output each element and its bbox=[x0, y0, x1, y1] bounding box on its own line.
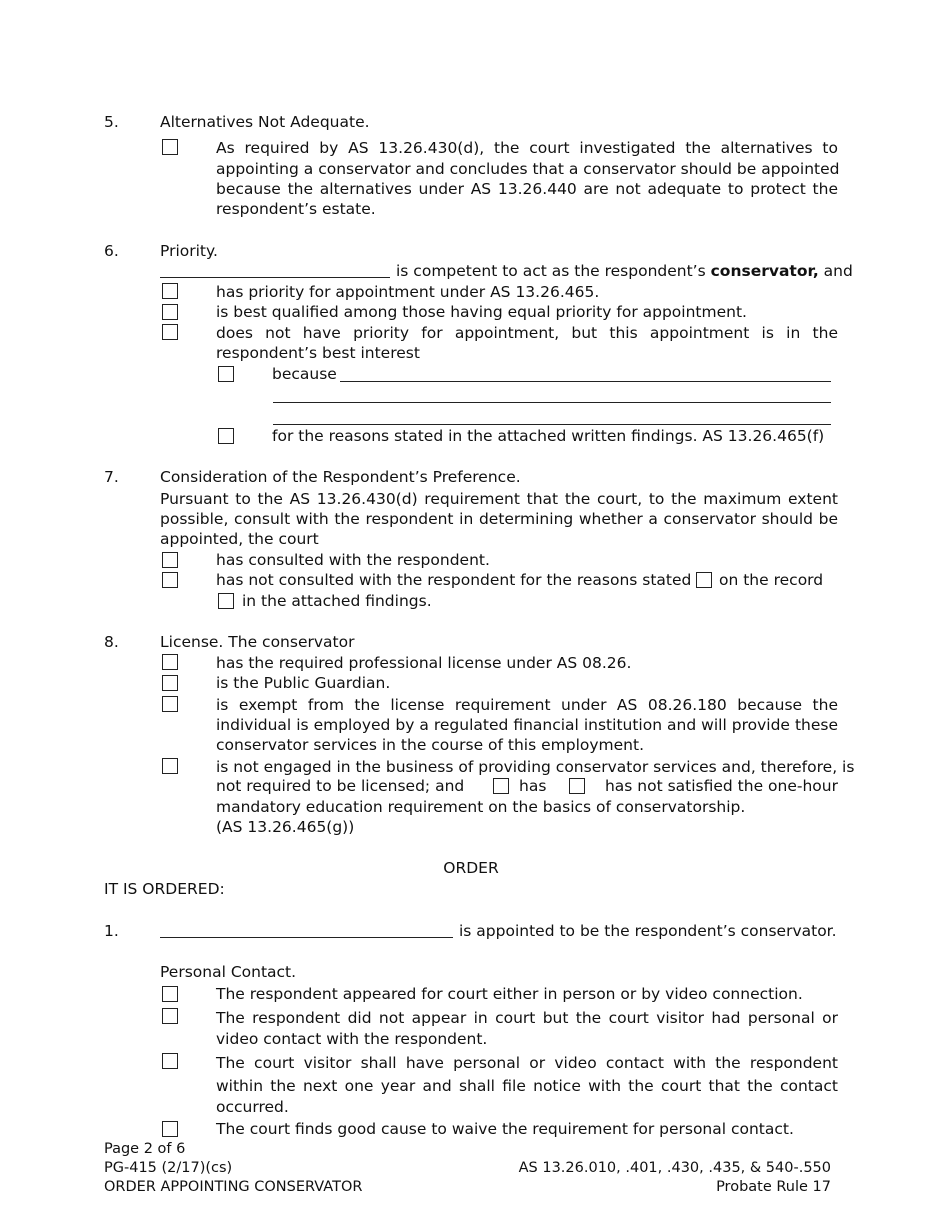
because-line-2[interactable] bbox=[273, 402, 831, 403]
order-heading: ORDER bbox=[443, 859, 499, 877]
checkbox-respondent-appeared[interactable] bbox=[162, 986, 178, 1002]
personal-contact-option-3-line-3: occurred. bbox=[216, 1098, 289, 1116]
section-5-number: 5. bbox=[104, 113, 119, 131]
license-option-3-line-1: is exempt from the license requirement under AS 08.26.180 because the bbox=[216, 695, 838, 714]
checkbox-written-findings[interactable] bbox=[218, 428, 234, 444]
checkbox-public-guardian[interactable] bbox=[162, 675, 178, 691]
section-7-line-3: appointed, the court bbox=[160, 529, 319, 548]
section-7-line-1: Pursuant to the AS 13.26.430(d) requirement that the court, to the maximum extent bbox=[160, 489, 838, 508]
license-option-3-line-2: individual is employed by a regulated financial institution and will provide these bbox=[216, 716, 838, 734]
checkbox-best-qualified[interactable] bbox=[162, 304, 178, 320]
priority-option-2: is best qualified among those having equal priority for appointment. bbox=[216, 303, 747, 321]
section-6-title: Priority. bbox=[160, 242, 218, 260]
consulted-option: has consulted with the respondent. bbox=[216, 550, 490, 569]
personal-contact-heading: Personal Contact. bbox=[160, 962, 297, 981]
license-option-4-line-2: not required to be licensed; and bbox=[216, 777, 465, 795]
attached-findings-label: in the attached findings. bbox=[242, 592, 432, 610]
section-5-line-1: As required by AS 13.26.430(d), the court investigated the alternatives to bbox=[216, 139, 838, 157]
checkbox-on-record[interactable] bbox=[696, 572, 712, 588]
checkbox-not-consulted[interactable] bbox=[162, 572, 178, 588]
license-option-1: has the required professional license under AS 08.26. bbox=[216, 653, 632, 672]
competent-statement: is competent to act as the respondent’s conservator, and bbox=[396, 262, 853, 280]
checkbox-visitor-contact[interactable] bbox=[162, 1008, 178, 1024]
has-not-label: has not satisfied the one-hour bbox=[604, 777, 838, 795]
checkbox-waive-contact[interactable] bbox=[162, 1121, 178, 1137]
because-line-1[interactable] bbox=[340, 381, 831, 382]
checkbox-attached-findings[interactable] bbox=[218, 593, 234, 609]
section-7-line-2: possible, consult with the respondent in determining whether a conservator should be bbox=[160, 510, 838, 528]
personal-contact-option-2-line-1: The respondent did not appear in court but the court visitor had personal or bbox=[216, 1008, 838, 1027]
license-option-4-line-1: is not engaged in the business of providing conservator services and, therefore, is bbox=[216, 757, 855, 776]
priority-option-1: has priority for appointment under AS 13.26.465. bbox=[216, 283, 600, 301]
footer-page-number: Page 2 of 6 bbox=[104, 1141, 186, 1157]
order-item-1-number: 1. bbox=[104, 921, 119, 940]
section-5-line-4: respondent’s estate. bbox=[216, 199, 376, 218]
because-label: because bbox=[272, 364, 337, 383]
not-consulted-option: has not consulted with the respondent for the reasons stated bbox=[216, 571, 692, 589]
section-7-number: 7. bbox=[104, 468, 119, 486]
personal-contact-option-4: The court finds good cause to waive the requirement for personal contact. bbox=[216, 1120, 794, 1138]
has-label: has bbox=[519, 777, 547, 795]
section-5-title: Alternatives Not Adequate. bbox=[160, 113, 370, 131]
footer-form-number: PG-415 (2/17)(cs) bbox=[104, 1160, 233, 1176]
checkbox-exempt[interactable] bbox=[162, 696, 178, 712]
personal-contact-option-3-line-2: within the next one year and shall file notice with the court that the contact bbox=[216, 1077, 838, 1095]
personal-contact-option-3-line-1: The court visitor shall have personal or video contact with the respondent bbox=[216, 1054, 838, 1072]
because-line-3[interactable] bbox=[273, 424, 831, 425]
section-7-title: Consideration of the Respondent’s Preference. bbox=[160, 468, 521, 486]
priority-option-3-line-1: does not have priority for appointment, but this appointment is in the bbox=[216, 324, 838, 342]
footer-form-title: ORDER APPOINTING CONSERVATOR bbox=[104, 1179, 363, 1195]
section-8-title: License. The conservator bbox=[160, 633, 355, 651]
priority-option-3-line-2: respondent’s best interest bbox=[216, 344, 420, 362]
checkbox-not-engaged[interactable] bbox=[162, 758, 178, 774]
checkbox-has-priority[interactable] bbox=[162, 283, 178, 299]
section-5-line-3: because the alternatives under AS 13.26.440 are not adequate to protect the bbox=[216, 180, 838, 198]
section-6-number: 6. bbox=[104, 242, 119, 260]
footer-probate-rule: Probate Rule 17 bbox=[716, 1179, 831, 1195]
license-option-4-line-4: (AS 13.26.465(g)) bbox=[216, 818, 355, 836]
on-record-label: on the record bbox=[719, 571, 824, 589]
it-is-ordered: IT IS ORDERED: bbox=[104, 880, 225, 898]
checkbox-has-satisfied[interactable] bbox=[493, 778, 509, 794]
footer-statutes: AS 13.26.010, .401, .430, .435, & 540-.550 bbox=[518, 1160, 831, 1176]
section-5-line-2: appointing a conservator and concludes that a conservator should be appointed bbox=[216, 159, 840, 178]
checkbox-has-consulted[interactable] bbox=[162, 552, 178, 568]
checkbox-professional-license[interactable] bbox=[162, 654, 178, 670]
license-option-4-line-3: mandatory education requirement on the basics of conservatorship. bbox=[216, 797, 746, 816]
checkbox-because[interactable] bbox=[218, 366, 234, 382]
license-option-2: is the Public Guardian. bbox=[216, 674, 391, 692]
checkbox-has-not-satisfied[interactable] bbox=[569, 778, 585, 794]
checkbox-no-priority[interactable] bbox=[162, 324, 178, 340]
checkbox-visitor-shall-contact[interactable] bbox=[162, 1053, 178, 1069]
personal-contact-option-2-line-2: video contact with the respondent. bbox=[216, 1030, 488, 1048]
license-option-3-line-3: conservator services in the course of this employment. bbox=[216, 735, 645, 754]
conservator-name-blank[interactable] bbox=[160, 277, 390, 278]
written-findings-text: for the reasons stated in the attached written findings. AS 13.26.465(f) bbox=[272, 426, 825, 445]
appointed-conservator-blank[interactable] bbox=[160, 937, 453, 938]
checkbox-alternatives-not-adequate[interactable] bbox=[162, 139, 178, 155]
personal-contact-option-1: The respondent appeared for court either in person or by video connection. bbox=[216, 985, 803, 1003]
section-8-number: 8. bbox=[104, 633, 119, 651]
order-item-1-text: is appointed to be the respondent’s conservator. bbox=[459, 921, 837, 940]
